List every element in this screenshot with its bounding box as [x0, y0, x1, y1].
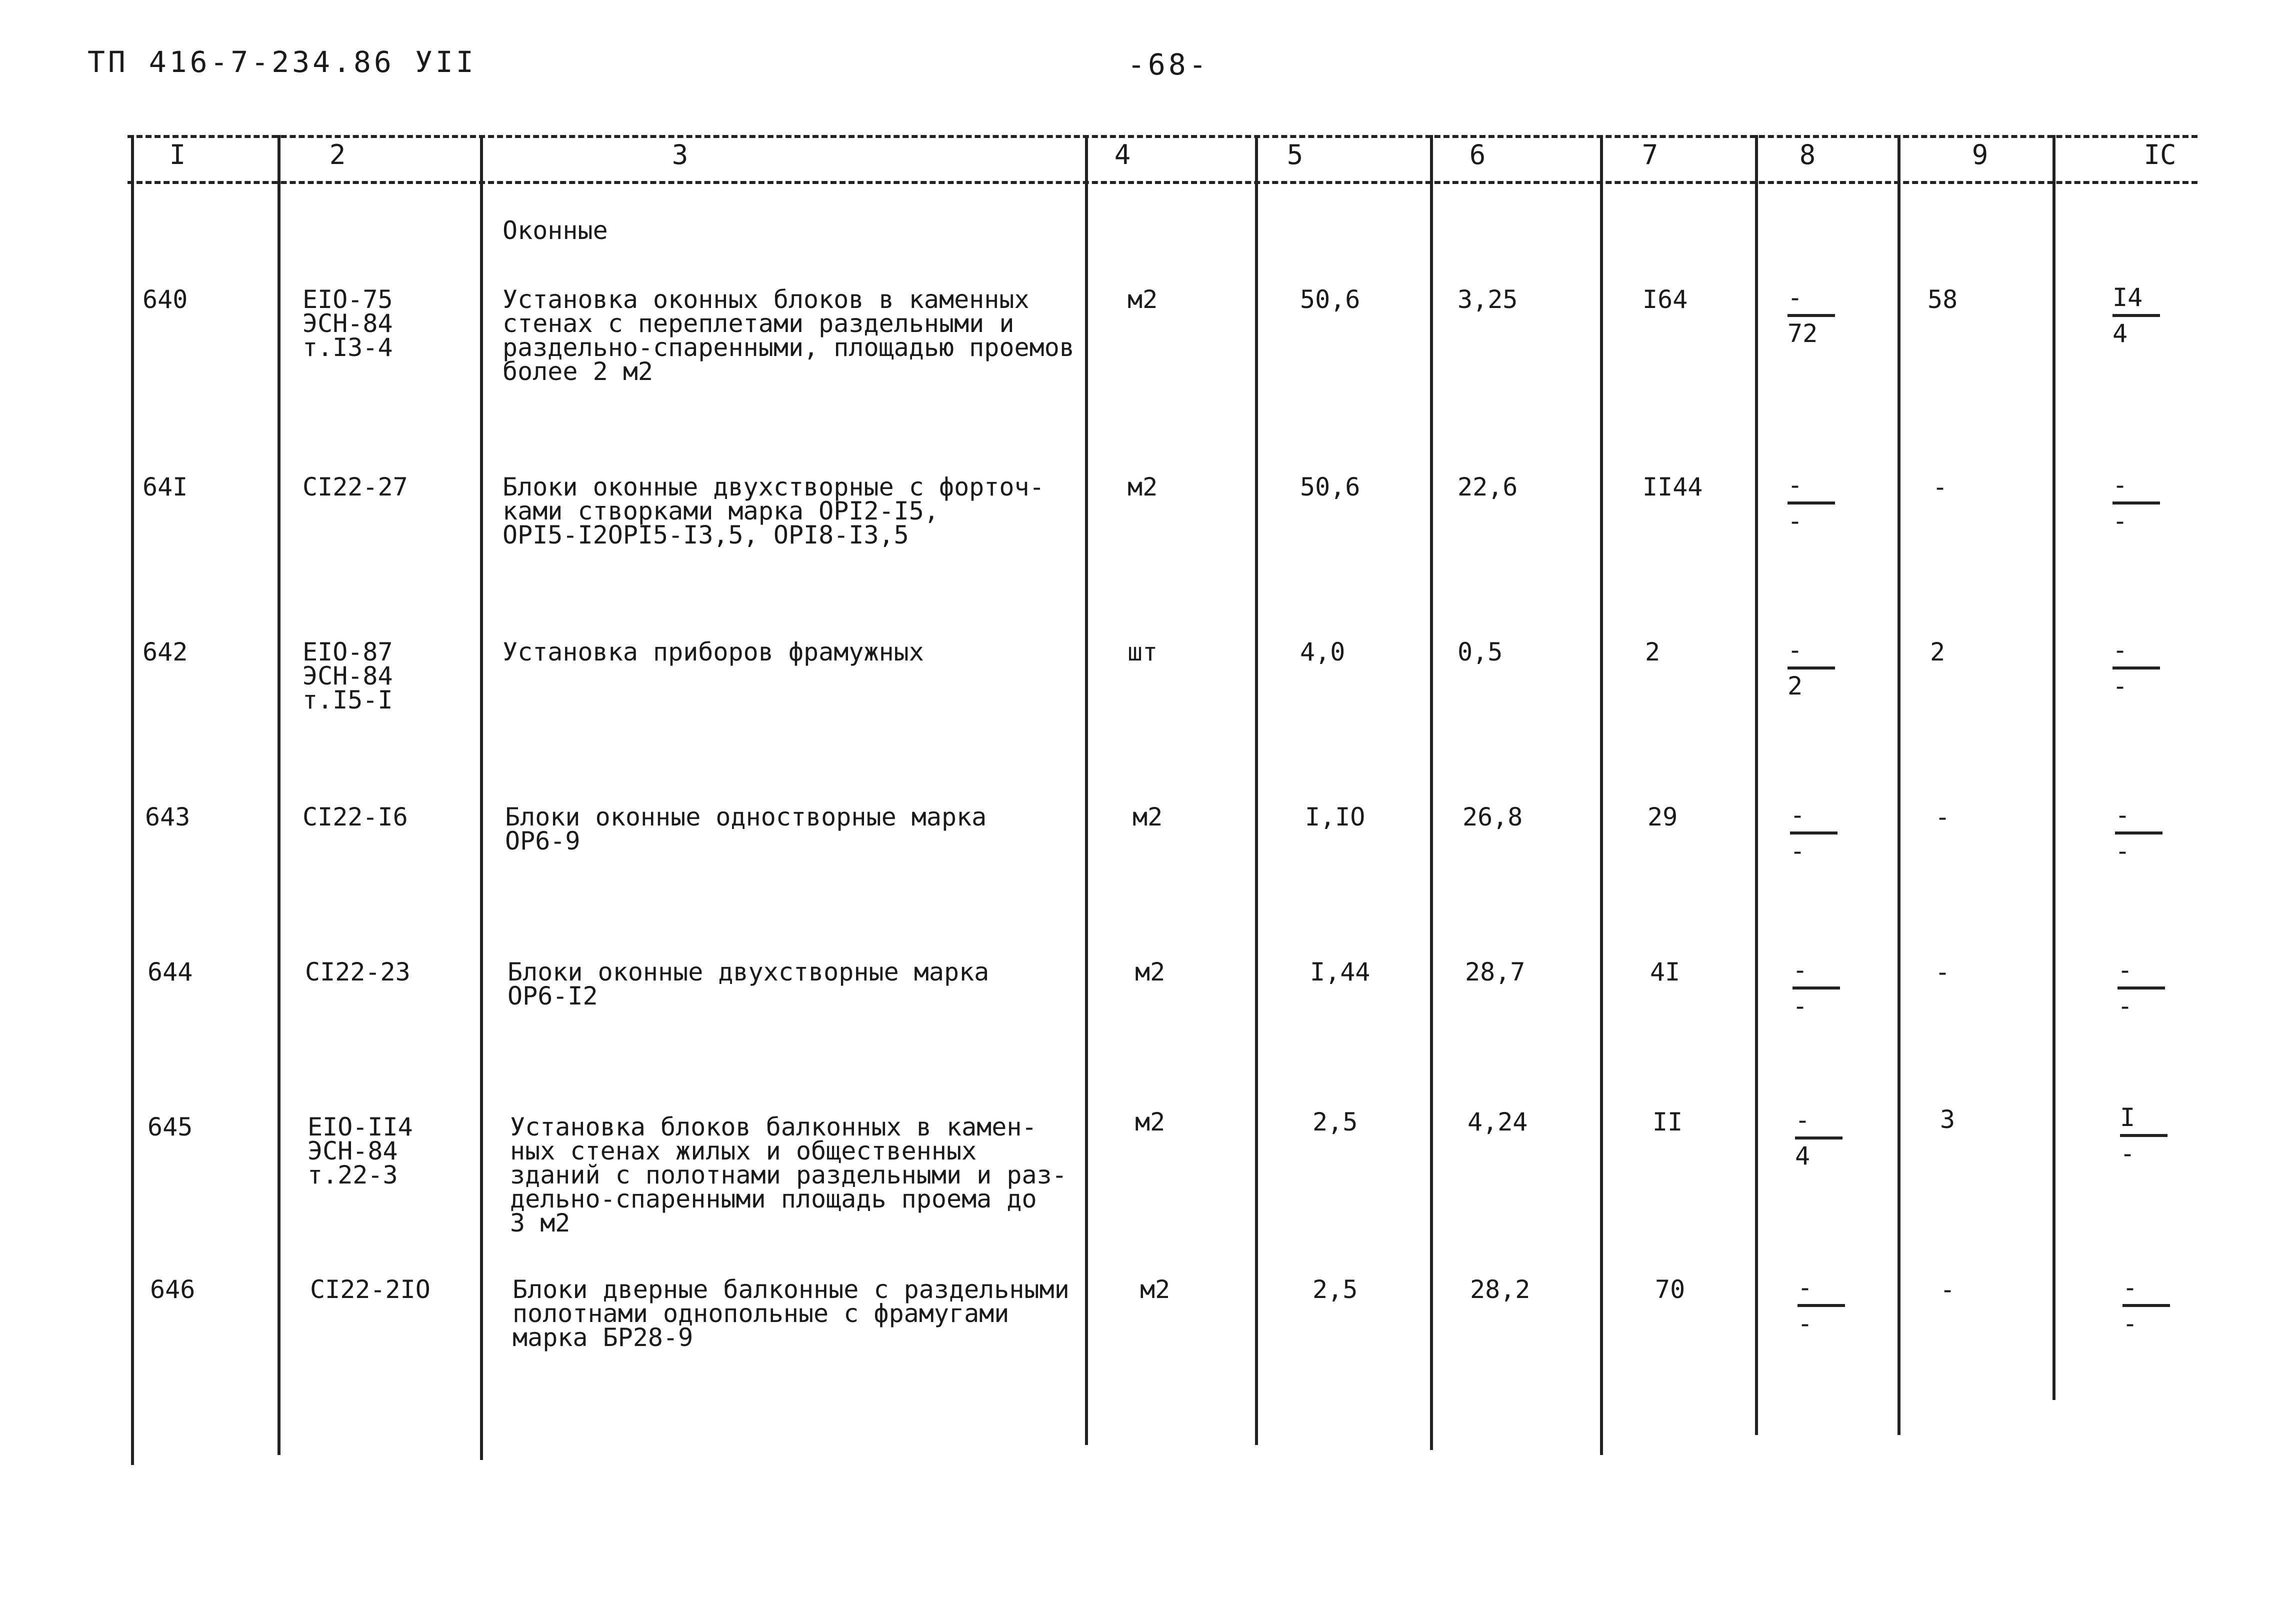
labor-fraction: $\frac{I4}{4}$: [2112, 285, 2160, 346]
labor-fraction: - -: [2115, 802, 2162, 864]
unit-cost: 4,24: [1468, 1108, 1528, 1136]
norm-code: EIO-75 ЭСН-84 т.I3-4: [302, 285, 393, 362]
row-number: 642: [142, 638, 188, 666]
work-description: Блоки оконные двухстворные с форточ- ками створками марка ОРI2-I5, ОРI5-I2ОРI5-I3,5, ОРI8-I3,5: [502, 472, 1044, 550]
column-header-1: I: [169, 139, 186, 170]
machine-cost: -: [1940, 1275, 1956, 1304]
work-description: Установка оконных блоков в каменных стенах с переплетами раздельными и раздельно-спаренными, площадью проемов более 2 м2: [502, 285, 1074, 386]
machine-cost: -: [1935, 802, 1950, 832]
wages-fraction: - 2: [1788, 638, 1835, 698]
labor-fraction: - -: [2122, 1275, 2170, 1336]
column-header-7: 7: [1642, 139, 1658, 170]
unit-cost: 3,25: [1458, 285, 1518, 314]
unit: м2: [1128, 285, 1158, 314]
header-top-rule: [128, 135, 2198, 138]
norm-code: EIO-II4 ЭСН-84 т.22-3: [308, 1112, 413, 1190]
total-cost: 4I: [1650, 958, 1680, 986]
unit-cost: 0,5: [1458, 638, 1503, 666]
total-cost: 70: [1655, 1275, 1686, 1304]
column-divider: [1430, 135, 1433, 1450]
album-number: УII: [415, 45, 476, 79]
work-description: Блоки оконные одностворные марка ОР6-9: [505, 802, 987, 856]
row-number: 643: [145, 802, 190, 832]
machine-cost: 3: [1940, 1105, 1956, 1134]
row-number: 644: [148, 958, 193, 986]
column-divider: [1085, 135, 1088, 1445]
row-number: 64I: [142, 472, 188, 502]
unit: м2: [1135, 958, 1166, 986]
total-cost: 2: [1645, 638, 1660, 666]
quantity: I,IO: [1305, 802, 1366, 832]
column-divider: [1600, 135, 1603, 1455]
wages-fraction: - -: [1790, 802, 1838, 864]
machine-cost: -: [1932, 472, 1948, 502]
column-header-4: 4: [1114, 139, 1131, 170]
unit: м2: [1132, 802, 1163, 832]
row-number: 640: [142, 285, 188, 314]
unit-cost: 28,7: [1465, 958, 1526, 986]
wages-fraction: - 4: [1795, 1108, 1842, 1168]
column-divider: [2052, 135, 2056, 1400]
norm-code: EIO-87 ЭСН-84 т.I5-I: [302, 638, 393, 714]
quantity: 4,0: [1300, 638, 1346, 666]
labor-fraction: - -: [2112, 472, 2160, 534]
machine-cost: 58: [1928, 285, 1958, 314]
work-description: Установка приборов фрамужных: [502, 638, 924, 666]
quantity: 2,5: [1312, 1108, 1358, 1136]
total-cost: 29: [1648, 802, 1678, 832]
total-cost: II: [1652, 1108, 1683, 1136]
unit: м2: [1135, 1108, 1166, 1136]
total-cost: II44: [1642, 472, 1703, 502]
quantity: 50,6: [1300, 472, 1360, 502]
column-divider: [131, 135, 134, 1465]
unit: шт: [1128, 638, 1158, 666]
quantity: 50,6: [1300, 285, 1360, 314]
work-description: Установка блоков балконных в камен- ных стенах жилых и общественных зданий с полотнами раздельными и раз- дельно-спаренными площадь проема до 3 м2: [510, 1112, 1067, 1238]
column-header-5: 5: [1286, 139, 1304, 170]
norm-code: CI22-23: [305, 958, 410, 986]
norm-code: CI22-2IO: [310, 1275, 430, 1304]
unit: м2: [1128, 472, 1158, 502]
quantity: 2,5: [1312, 1275, 1358, 1304]
labor-fraction: I -: [2120, 1105, 2168, 1166]
column-divider: [1755, 135, 1758, 1435]
machine-cost: 2: [1930, 638, 1946, 666]
unit-cost: 28,2: [1470, 1275, 1530, 1304]
total-cost: I64: [1642, 285, 1688, 314]
column-header-6: 6: [1469, 139, 1486, 170]
wages-fraction: - -: [1788, 472, 1835, 534]
column-divider: [1898, 135, 1900, 1435]
column-divider: [480, 135, 483, 1460]
unit: м2: [1140, 1275, 1170, 1304]
wages-fraction: - 72: [1788, 285, 1835, 346]
column-header-2: 2: [329, 139, 346, 170]
header-bottom-rule: [128, 181, 2198, 184]
labor-fraction: - -: [2112, 638, 2160, 698]
norm-code: CI22-I6: [302, 802, 408, 832]
wages-fraction: - -: [1792, 958, 1840, 1018]
work-description: Блоки оконные двухстворные марка ОР6-I2: [508, 958, 990, 1010]
column-header-8: 8: [1799, 139, 1816, 170]
page-number: -68-: [1128, 48, 1210, 82]
norm-code: CI22-27: [302, 472, 408, 502]
machine-cost: -: [1935, 958, 1950, 986]
unit-cost: 26,8: [1462, 802, 1523, 832]
column-divider: [278, 135, 280, 1455]
column-header-10: IC: [2144, 139, 2176, 170]
work-description: Блоки дверные балконные с раздельными полотнами однопольные с фрамугами марка БР28-9: [512, 1275, 1070, 1352]
column-header-9: 9: [1972, 139, 1988, 170]
wages-fraction: - -: [1798, 1275, 1845, 1336]
row-number: 645: [148, 1112, 193, 1142]
column-header-3: 3: [672, 139, 688, 170]
row-number: 646: [150, 1275, 196, 1304]
document-code: ТП 416-7-234.86: [88, 45, 394, 79]
section-title: Оконные: [502, 216, 608, 245]
column-divider: [1255, 135, 1258, 1445]
unit-cost: 22,6: [1458, 472, 1518, 502]
labor-fraction: - -: [2118, 958, 2165, 1018]
quantity: I,44: [1310, 958, 1370, 986]
